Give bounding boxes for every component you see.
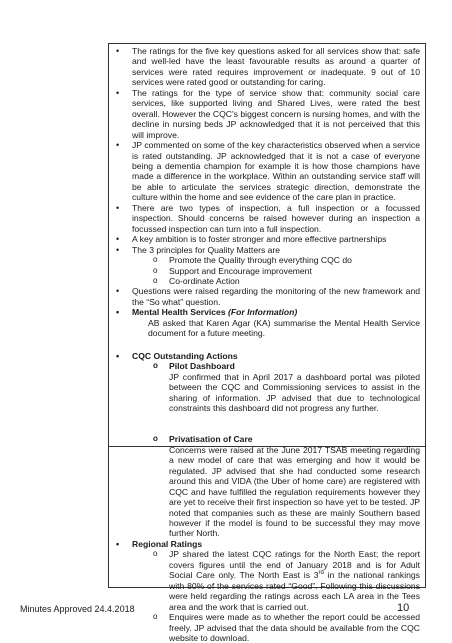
page-number: 10 [397, 602, 410, 614]
principle-item: o Promote the Quality through everything CQC do [112, 255, 420, 265]
minutes-content [112, 46, 420, 643]
regional-item: o Enquires were made as to whether the report could be accessed freely. JP advised that the data should be available from the CQC website to download. [112, 612, 420, 643]
mental-health-title: Mental Health Services [132, 307, 226, 318]
bullet-item: • Questions were raised regarding the monitoring of the new framework and the “So what” question. [112, 286, 420, 307]
bullet-item: • There are two types of inspection, a full inspection or a focussed inspection. Should concerns be raised however during an inspection a focussed inspection can turn into a full inspection. [112, 203, 420, 234]
regional-item-text-b: in the national rankings with 80% of the services rated “Good”. Following this discussions were held regarding the ratings across each LA area in the Tees area and the work that is carried out. [169, 570, 420, 612]
cqc-actions-heading: • CQC Outstanding Actions [112, 351, 420, 361]
pilot-dashboard-text: JP confirmed that in April 2017 a dashboard portal was piloted between the CQC and Commissioning services to assist in the sharing of information. JP advised that due to technological constraints this dashboard did not progress any further. [169, 371, 420, 413]
pilot-dashboard-title: o Pilot Dashboard [112, 361, 420, 371]
regional-item [112, 549, 420, 612]
principle-item: o Support and Encourage improvement [112, 266, 420, 276]
principle-item: o Co-ordinate Action [112, 276, 420, 286]
bullet-item: • A key ambition is to foster stronger and more effective partnerships [112, 234, 420, 244]
mental-health-note: (For Information) [228, 307, 298, 318]
bullet-item: • The 3 principles for Quality Matters are [112, 245, 420, 255]
regional-ratings-heading: • Regional Ratings [112, 539, 420, 549]
mental-health-heading [112, 307, 420, 317]
privatisation-text: Concerns were raised at the June 2017 TSAB meeting regarding a new model of care that was emerging and how it would be regulated. JP advised that she had conducted some research around this and VIDA (the Uber of home care) are registered with CQC and have fulfilled the regulation requirements however they are yet to receive their first inspection so have yet to be tested. JP noted that companies such as these are mainly Southern based however if the model is found to be successful they may move further North. [169, 444, 420, 539]
regional-item-text-a: JP shared the latest CQC ratings for the North East; the report covers figures until the end of January 2018 and is for Adult Social Care only. The North East is 3 [169, 549, 420, 581]
privatisation-title: o Privatisation of Care [112, 434, 420, 444]
bullet-item: • JP commented on some of the key characteristics observed when a service is rated outstanding. JP acknowledged that it is not a case of everyone being a dementia champion for example it is how those champions have made a difference in the workplace. Within an outstanding service staff will be able to articulate the services strategic direction, demonstrate the culture within the home and see evidence of the care plan in practice. [112, 140, 420, 203]
mental-health-text: AB asked that Karen Agar (KA) summarise the Mental Health Service document for a future meeting. [148, 317, 420, 339]
bullet-item: • The ratings for the type of service show that: community social care services, like supported living and Shared Lives, were rated the best overall. However the CQC's biggest concern is nursing homes, and with the decline in nursing beds JP acknowledged that it is not perceived that this will improve. [112, 88, 420, 140]
footer-approval-date: Minutes Approved 24.4.2018 [20, 604, 135, 614]
bullet-item: • The ratings for the five key questions asked for all services show that: safe and well-led have the least favourable results as around a quarter of services were rated requires improvement or inadequate. 9 out of 10 services were rated good or outstanding for caring. [112, 46, 420, 88]
ordinal-suffix: rd [318, 570, 324, 577]
